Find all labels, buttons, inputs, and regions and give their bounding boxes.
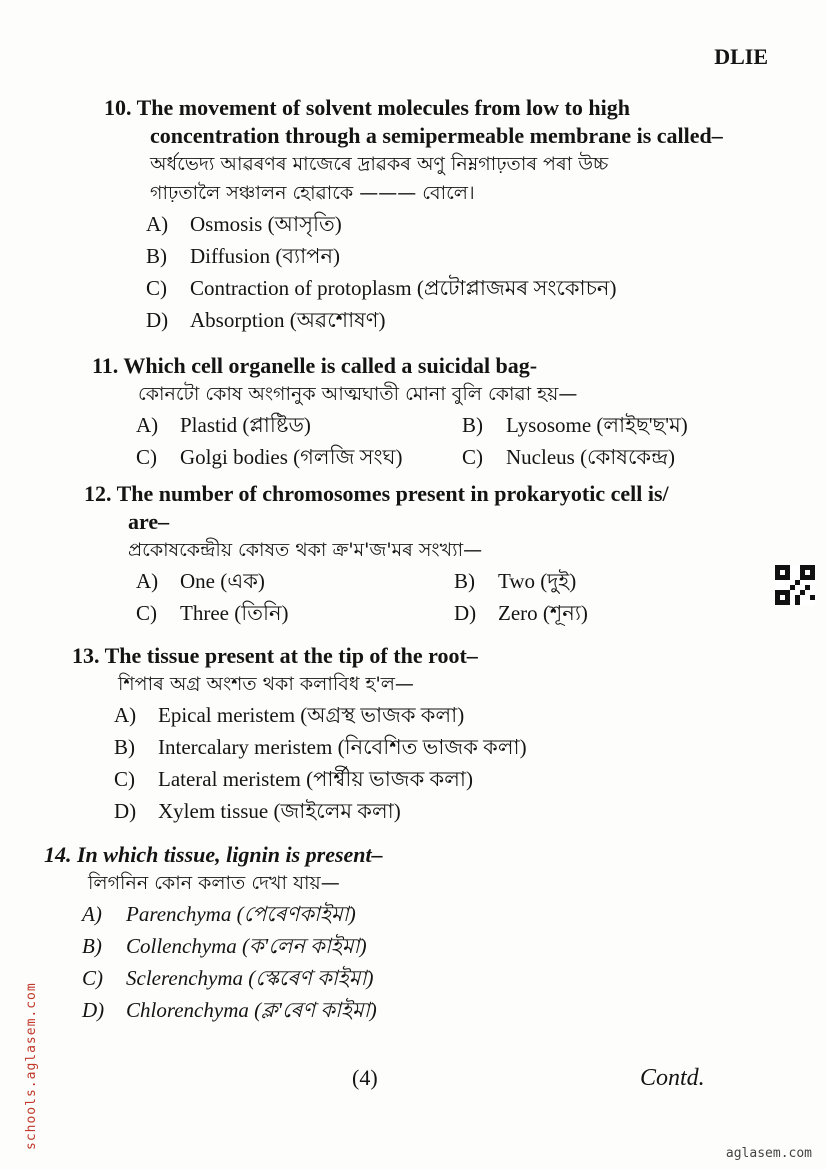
question-12 — [84, 480, 669, 629]
question-10 — [104, 94, 723, 336]
option-a: A) Osmosis (আসৃতি) — [146, 212, 342, 236]
question-en-line-1: Which cell organelle is called a suicidal bag- — [123, 353, 538, 378]
option-d: D) Absorption (অৱশোষণ) — [146, 308, 386, 332]
question-number: 13. — [72, 643, 100, 668]
question-bn-line-1: প্ৰকোষকেন্দ্ৰীয় কোষত থকা ক্ৰ'ম'জ'মৰ সংখ্যা— — [128, 539, 483, 561]
question-bn-line-1: অৰ্ধভেদ্য আৱৰণৰ মাজেৰে দ্ৰাৱকৰ অণু নিম্নগাঢ়তাৰ পৰা উচ্চ — [150, 153, 609, 175]
option-c: C) Lateral meristem (পাৰ্শ্বীয় ভাজক কলা) — [114, 767, 473, 791]
question-bn-line-1: লিগনিন কোন কলাত দেখা যায়— — [88, 872, 340, 894]
option-b: B) Collenchyma (ক'লেন কাইমা) — [82, 934, 367, 958]
side-watermark: schools.aglasem.com — [24, 982, 39, 1150]
question-text — [72, 642, 527, 670]
qr-code-icon — [775, 565, 815, 605]
question-text — [104, 94, 723, 122]
question-text — [44, 841, 383, 869]
continued-label: Contd. — [640, 1065, 705, 1091]
paper-code: DLIE — [714, 44, 768, 69]
option-a: A) Epical meristem (অগ্ৰস্থ ভাজক কলা) — [114, 703, 465, 727]
question-number: 12. — [84, 481, 112, 506]
option-c: C) Three (তিনি) — [136, 601, 289, 625]
question-en-line-1: In which tissue, lignin is present– — [77, 842, 383, 867]
question-14 — [44, 841, 383, 1026]
options-row-2 — [136, 441, 688, 473]
question-bn-line-2: গাঢ়তালৈ সঞ্চালন হোৱাকে ——— বোলে। — [150, 182, 475, 204]
question-bn-line-1: শিপাৰ অগ্ৰ অংশত থকা কলাবিধ হ'ল— — [118, 673, 414, 695]
options-row-1 — [136, 565, 669, 597]
page-number: (4) — [352, 1065, 378, 1090]
option-c: C) Contraction of protoplasm (প্ৰটোপ্লাজমৰ সংকোচন) — [146, 276, 617, 300]
option-a: A) Plastid (প্লাষ্টিড) — [136, 413, 311, 437]
option-d: C) Nucleus (কোষকেন্দ্ৰ) — [462, 445, 676, 469]
option-a: A) Parenchyma (পেৰেণকাইমা) — [82, 902, 356, 926]
option-b: B) Intercalary meristem (নিবেশিত ভাজক কলা) — [114, 735, 527, 759]
question-text — [84, 480, 669, 508]
option-c: C) Sclerenchyma (স্কেৰেণ কাইমা) — [82, 966, 374, 990]
question-en-line-2: are– — [128, 509, 170, 534]
option-c: C) Golgi bodies (গলজি সংঘ) — [136, 445, 403, 469]
question-number: 14. — [44, 842, 72, 867]
question-en-line-1: The number of chromosomes present in prokaryotic cell is/ — [116, 481, 669, 506]
question-11 — [92, 352, 688, 473]
option-a: A) One (এক) — [136, 569, 265, 593]
question-bn-line-1: কোনটো কোষ অংগানুক আত্মঘাতী মোনা বুলি কোৱা হয়— — [138, 383, 578, 405]
question-number: 11. — [92, 353, 119, 378]
question-en-line-2: concentration through a semipermeable membrane is called– — [150, 123, 723, 148]
options-row-2 — [136, 597, 669, 629]
option-d: D) Chlorenchyma (ক্ল'ৰেণ কাইমা) — [82, 998, 377, 1022]
option-d: D) Zero (শূন্য) — [454, 601, 588, 625]
option-b: B) Diffusion (ব্যাপন) — [146, 244, 341, 268]
question-text — [92, 352, 688, 380]
bottom-watermark: aglasem.com — [725, 1146, 812, 1161]
question-13 — [72, 642, 527, 827]
option-d: D) Xylem tissue (জাইলেম কলা) — [114, 799, 401, 823]
question-en-line-1: The movement of solvent molecules from low to high — [136, 95, 630, 120]
question-number: 10. — [104, 95, 132, 120]
option-b: B) Lysosome (লাইছ'ছ'ম) — [462, 413, 688, 437]
options-row-1 — [136, 409, 688, 441]
option-b: B) Two (দুই) — [454, 569, 577, 593]
question-en-line-1: The tissue present at the tip of the root– — [104, 643, 478, 668]
